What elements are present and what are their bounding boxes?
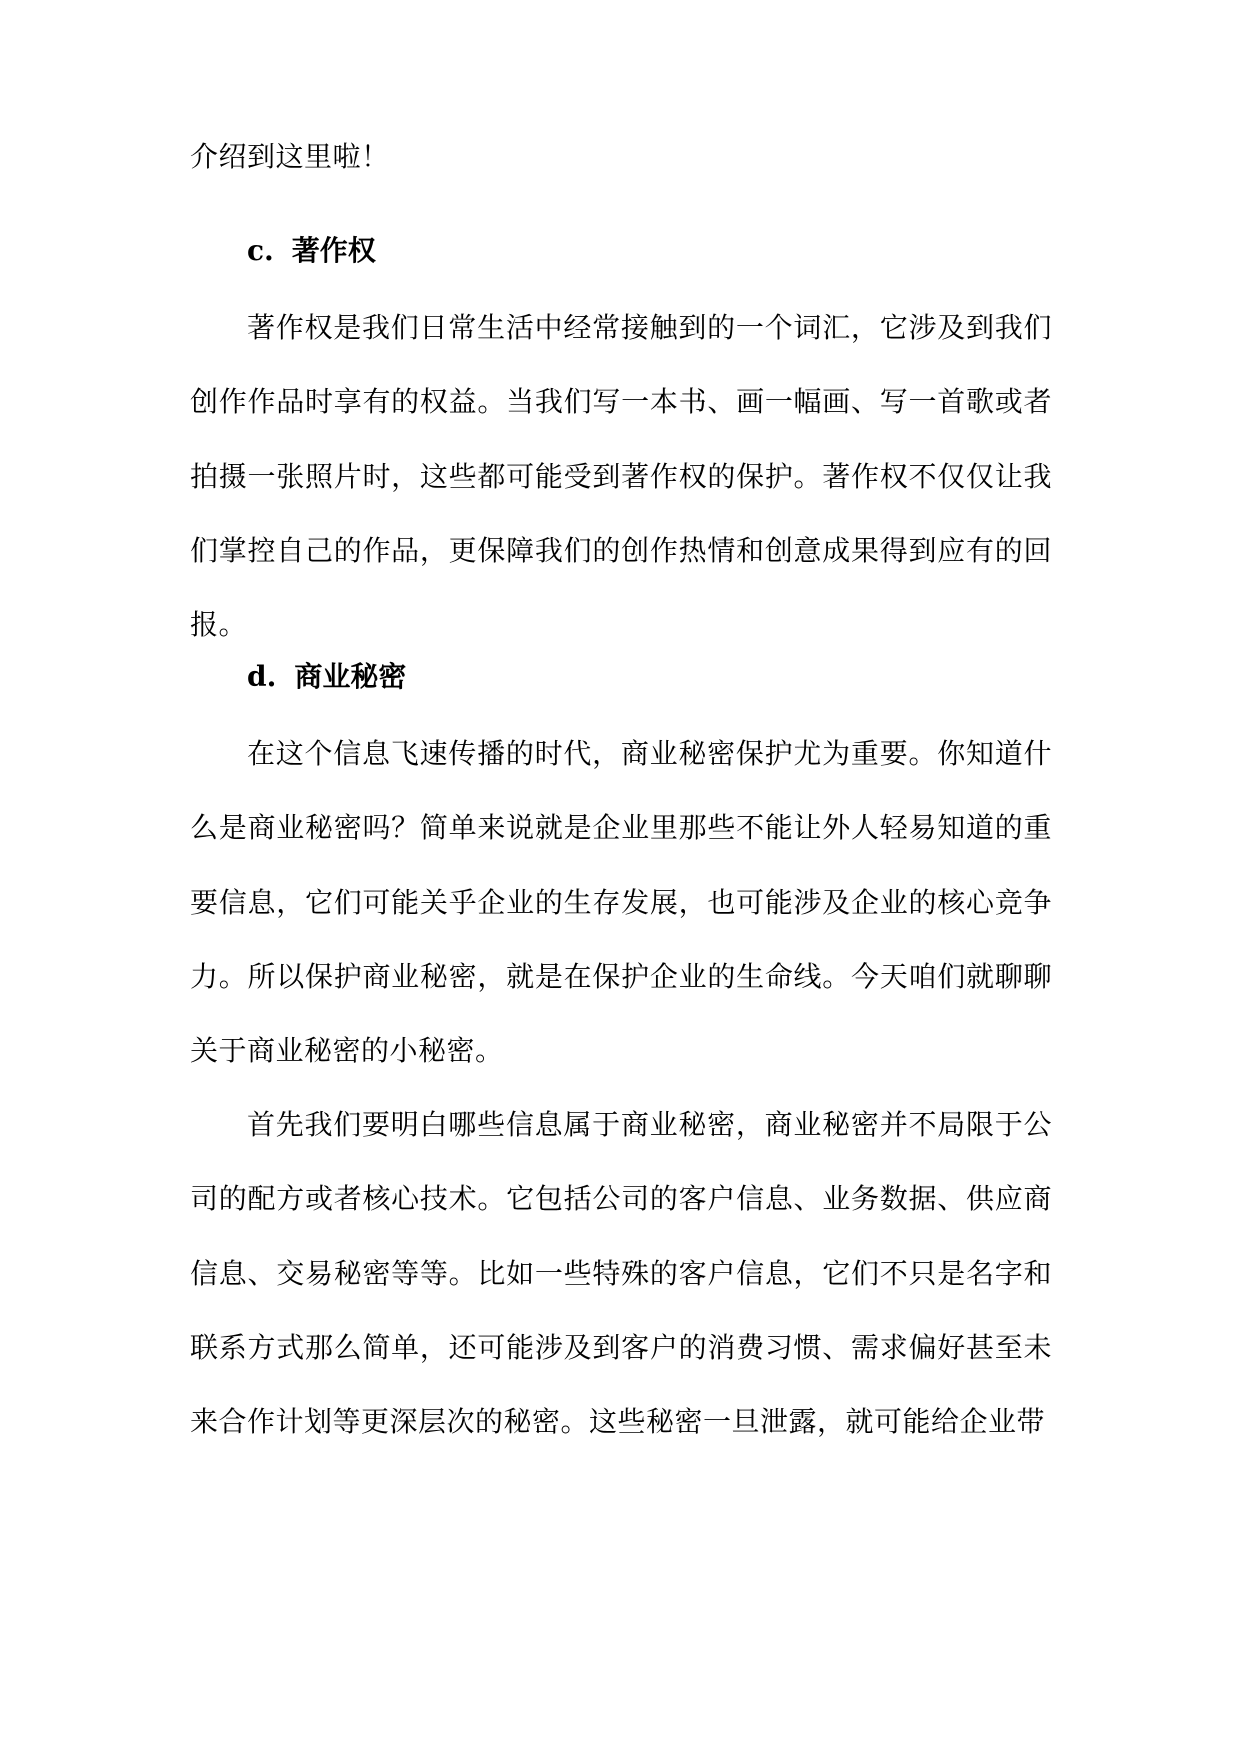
section-d-marker: d. [247,660,277,693]
section-d-heading [247,657,406,697]
section-c-heading [247,231,376,271]
section-c-title: 著作权 [291,234,376,267]
section-c-marker: c. [247,234,274,267]
section-d-title: 商业秘密 [294,660,407,693]
section-c-paragraph: 著作权是我们日常生活中经常接触到的一个词汇，它涉及到我们创作作品时享有的权益。当我们写一本书、画一幅画、写一首歌或者拍摄一张照片时，这些都可能受到著作权的保护。著作权不仅仅让我们掌控自己的作品，更保障我们的创作热情和创意成果得到应有的回报。 [190,311,1052,642]
section-d-paragraph-2: 首先我们要明白哪些信息属于商业秘密，商业秘密并不局限于公司的配方或者核心技术。它包括公司的客户信息、业务数据、供应商信息、交易秘密等等。比如一些特殊的客户信息，它们不只是名字和联系方式那么简单，还可能涉及到客户的消费习惯、需求偏好甚至未来合作计划等更深层次的秘密。这些秘密一旦泄露，就可能给企业带 [190,1108,1052,1439]
intro-tail-text: 介绍到这里啦！ [190,140,390,173]
section-d-paragraph-1: 在这个信息飞速传播的时代，商业秘密保护尤为重要。你知道什么是商业秘密吗？简单来说就是企业里那些不能让外人轻易知道的重要信息，它们可能关乎企业的生存发展，也可能涉及企业的核心竞争力。所以保护商业秘密，就是在保护企业的生命线。今天咱们就聊聊关于商业秘密的小秘密。 [190,737,1052,1068]
